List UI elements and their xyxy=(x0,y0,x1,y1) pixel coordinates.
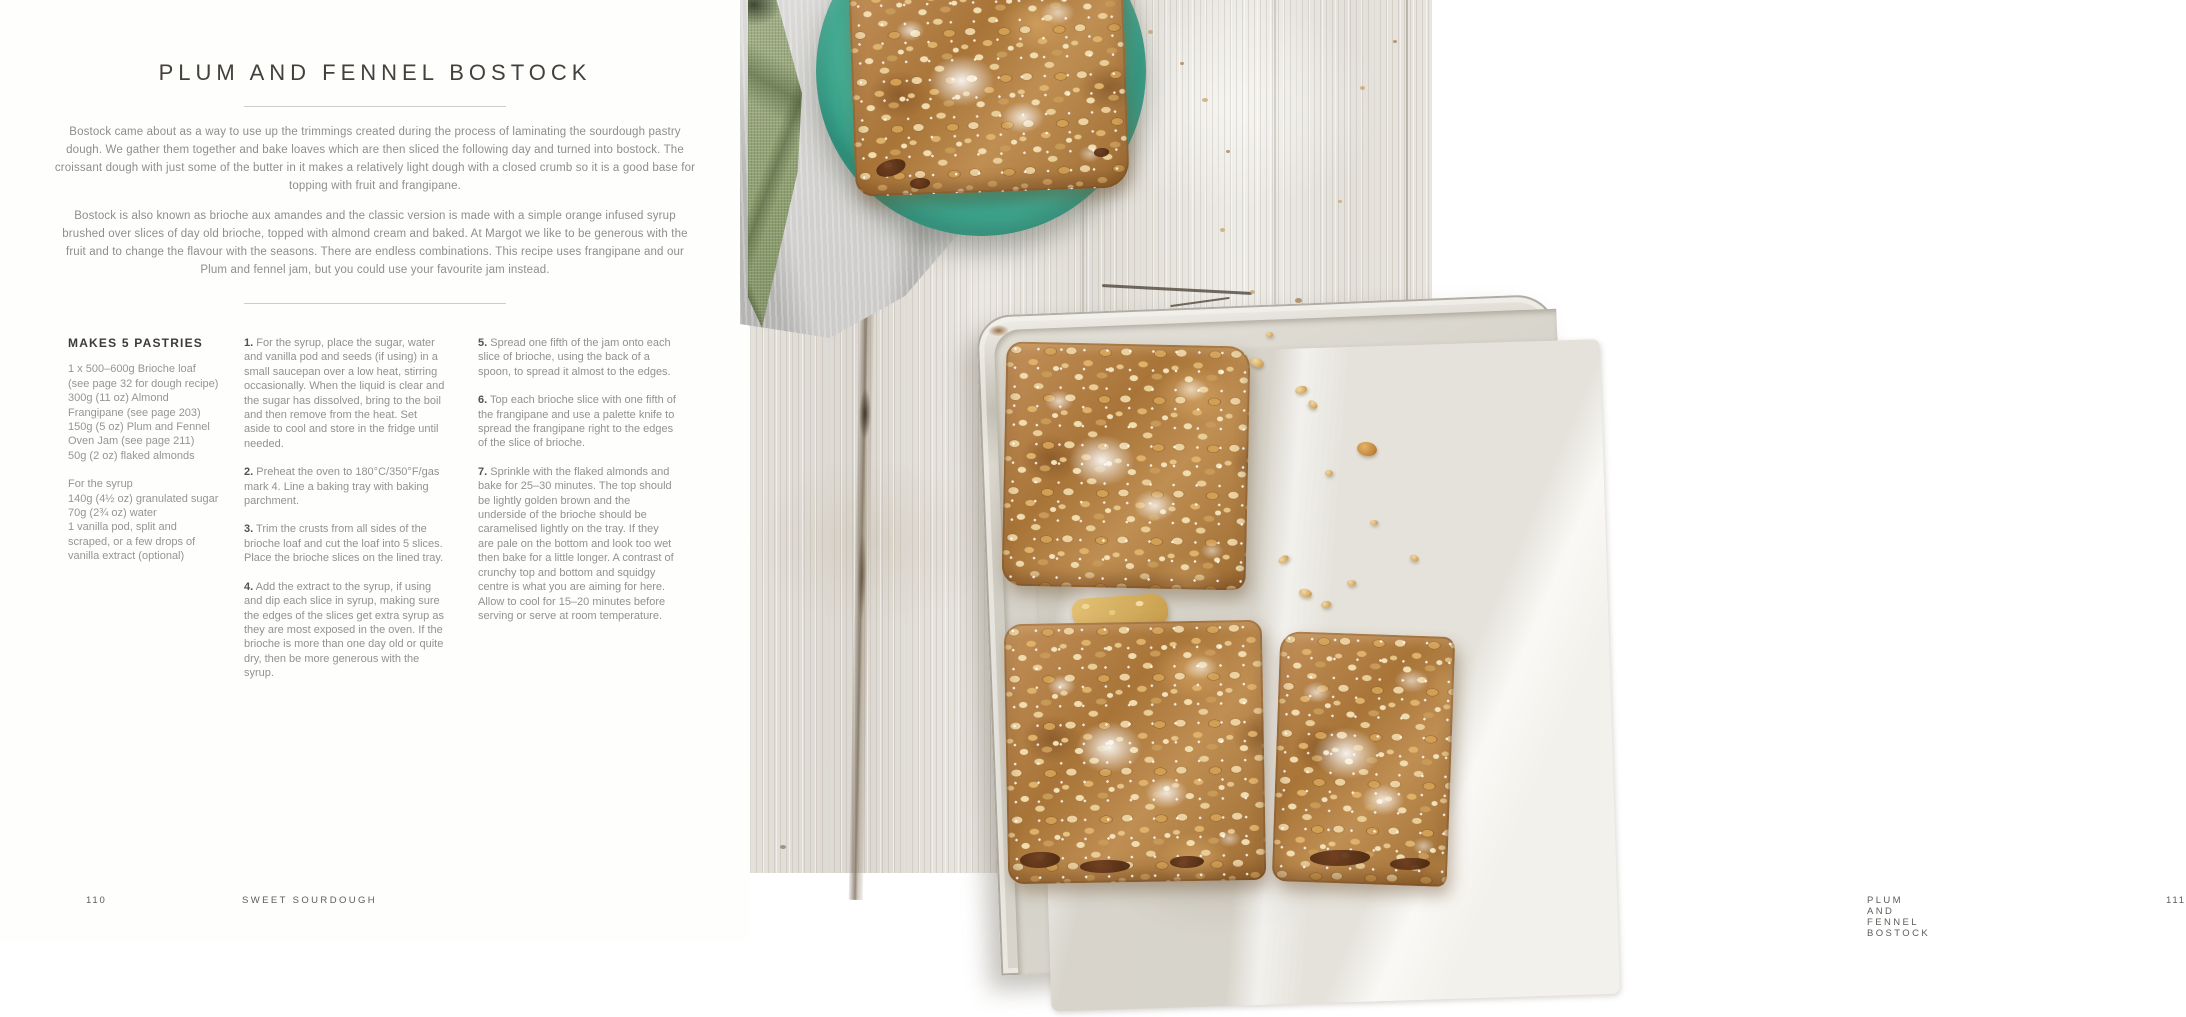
recipe-columns xyxy=(68,336,750,695)
step-item xyxy=(244,465,446,508)
syrup-heading: For the syrup xyxy=(68,478,133,491)
wood-crumb xyxy=(1338,200,1342,203)
step-item xyxy=(478,336,676,379)
yield-heading: MAKES 5 PASTRIES xyxy=(68,336,203,350)
wood-crumb xyxy=(1180,62,1184,65)
ingredient-item: 150g (5 oz) Plum and Fennel Oven Jam (see page 211) xyxy=(68,421,210,448)
step-text: Add the extract to the syrup, if using and dip each slice in syrup, making sure the edges of the slices get extra syrup as they are most exposed in the oven. If the brioche is more than one day old or quite dry, then be more generous with the syrup. xyxy=(244,580,444,680)
running-head-left: SWEET SOURDOUGH xyxy=(242,895,378,906)
page-number-right: 111 xyxy=(2166,895,2186,906)
ingredient-item: 50g (2 oz) flaked almonds xyxy=(68,449,195,462)
section-divider xyxy=(244,303,506,304)
almond-flake xyxy=(1266,332,1273,337)
almond-flake xyxy=(1325,470,1333,476)
ingredient-item: 1 vanilla pod, split and scraped, or a few drops of vanilla extract (optional) xyxy=(68,521,196,563)
step-text: Spread one fifth of the jam onto each slice of brioche, using the back of a spoon, to spread it almost to the edges. xyxy=(478,337,671,378)
step-number: 7. xyxy=(478,465,488,478)
ingredient-item: 70g (2¾ oz) water xyxy=(68,507,157,520)
recipe-page xyxy=(0,0,750,942)
step-text: For the syrup, place the sugar, water and vanilla pod and seeds (if using) in a small saucepan over a low heat, stirring occasionally. When the liquid is clear and the sugar has dissolved, bring to the boil and then remove from the heat. Set aside to cool and store in the fridge until needed. xyxy=(244,337,445,450)
wood-crumb xyxy=(1295,298,1302,303)
almond-flake xyxy=(1370,520,1378,525)
title-divider xyxy=(244,106,506,107)
wood-crumb xyxy=(1393,40,1397,43)
page-title: PLUM AND FENNEL BOSTOCK xyxy=(158,60,592,85)
ingredient-list xyxy=(68,362,220,463)
bostock-pastry-top xyxy=(1001,341,1250,590)
wood-crumb xyxy=(780,845,786,849)
step-item xyxy=(478,465,676,623)
ingredient-item: 140g (4½ oz) granulated sugar xyxy=(68,492,219,505)
method-column-1 xyxy=(244,336,446,695)
method-column-2 xyxy=(478,336,676,695)
wood-crumb xyxy=(1360,86,1365,90)
step-text: Preheat the oven to 180°C/350°F/gas mark 4. Line a baking tray with baking parchment. xyxy=(244,466,440,508)
step-text: Trim the crusts from all sides of the brioche loaf and cut the loaf into 5 slices. Place the brioche slices on the lined tray. xyxy=(244,523,444,565)
ingredient-item: 300g (11 oz) Almond Frangipane (see page 203) xyxy=(68,392,201,419)
step-number: 6. xyxy=(478,394,488,407)
step-item xyxy=(244,580,446,681)
step-number: 3. xyxy=(244,523,254,536)
step-text: Top each brioche slice with one fifth of the frangipane and use a palette knife to spread the frangipane right to the edges of the slice of brioche. xyxy=(478,394,676,450)
step-item xyxy=(244,336,446,451)
ingredients-column xyxy=(68,336,220,695)
step-item xyxy=(244,522,446,565)
syrup-ingredient-list xyxy=(68,477,220,563)
intro-paragraph: Bostock is also known as brioche aux amandes and the classic version is made with a simple orange infused syrup brushed over slices of day old brioche, topped with almond cream and baked. At Margot we like to be generous with the fruit and to change the flavour with the seasons. There are endless combinations. This recipe uses frangipane and our Plum and fennel jam, but you could use your favourite jam instead. xyxy=(62,210,688,276)
step-number: 2. xyxy=(244,466,254,479)
wood-crumb xyxy=(1148,30,1153,34)
ingredient-item: 1 x 500–600g Brioche loaf (see page 32 for dough recipe) xyxy=(68,363,219,390)
step-number: 5. xyxy=(478,337,488,349)
page-number-left: 110 xyxy=(86,895,107,906)
step-text: Sprinkle with the flaked almonds and bake for 25–30 minutes. The top should be lightly golden brown and the underside of the brioche should be caramelised lightly on the tray. If they are pale on the bottom and look too wet then bake for a little longer. A contrast of crunchy top and bottom and squidgy centre is what you are aiming for here. Allow to cool for 15–20 minutes before serving or serve at room temperature. xyxy=(478,465,674,622)
running-head-right: PLUM AND FENNEL BOSTOCK xyxy=(1867,895,1931,939)
step-item xyxy=(478,393,676,451)
step-number: 1. xyxy=(244,337,254,349)
intro-paragraph: Bostock came about as a way to use up the trimmings created during the process of laminating the sourdough pastry dough. We gather them together and bake loaves which are then sliced the following day and turned into bostock. The croissant dough with just some of the butter in it makes a relatively light dough with a closed crumb so it is a good base for topping with fruit and frangipane. xyxy=(54,126,696,192)
almond-flake xyxy=(1347,580,1356,586)
bostock-pastry-right xyxy=(1272,631,1456,887)
wood-crumb xyxy=(1220,228,1225,232)
wood-crumb xyxy=(1202,98,1208,102)
bostock-photo xyxy=(750,0,1432,873)
wood-crumb xyxy=(1250,290,1255,294)
photo-page xyxy=(750,0,2186,942)
step-number: 4. xyxy=(244,580,254,593)
bostock-pastry-middle xyxy=(1004,620,1266,884)
wood-crumb xyxy=(1226,150,1230,153)
